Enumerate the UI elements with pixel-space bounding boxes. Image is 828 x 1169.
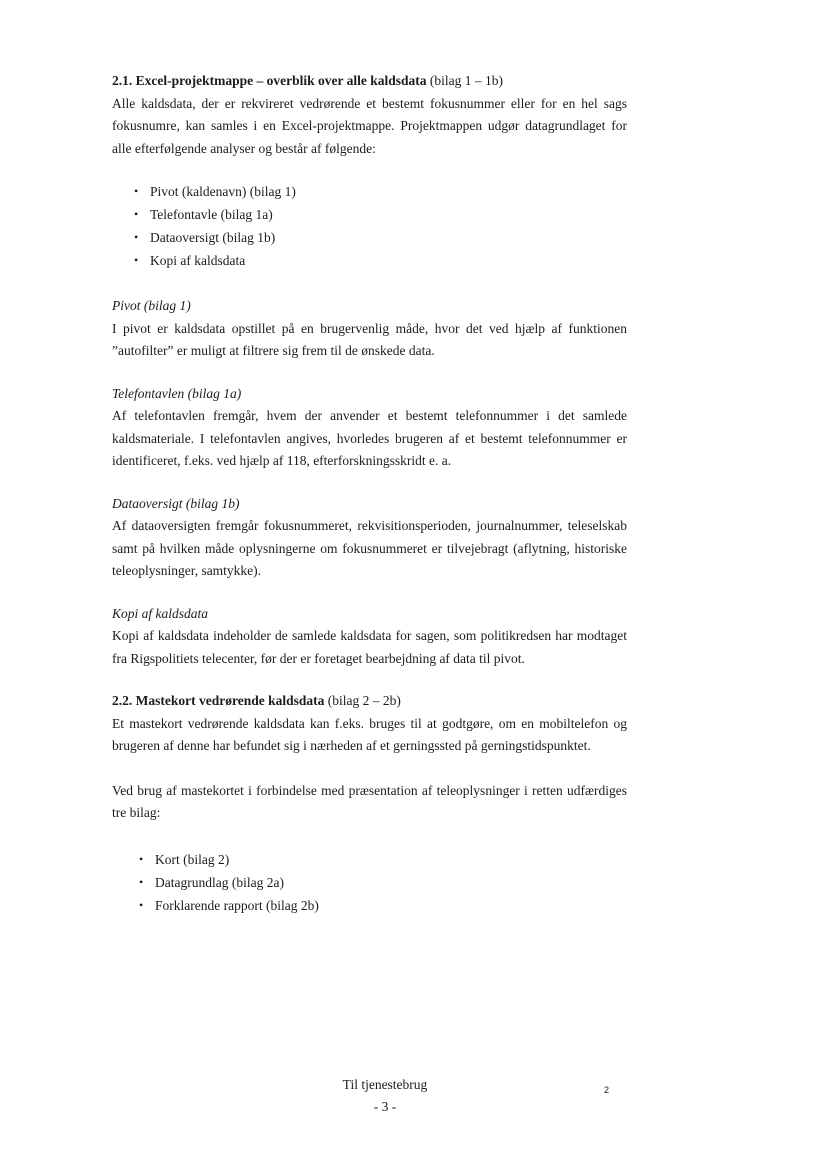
- subsection-dataoversigt: [112, 493, 627, 583]
- section-paragraph: Ved brug af mastekortet i forbindelse med præsentation af teleoplysninger i retten udfærdiges tre bilag:: [112, 782, 627, 820]
- section-2-1: [112, 70, 627, 670]
- list-item: • Kort (bilag 2): [155, 848, 627, 871]
- subsection-title: Dataoversigt (bilag 1b): [112, 495, 240, 511]
- section-heading: [112, 690, 627, 713]
- section-intro: Et mastekort vedrørende kaldsdata kan f.eks. bruges til at godtgøre, om en mobiltelefon og brugeren af denne har befundet sig i nærheden af et gerningssted på gerningstidspunktet.: [112, 715, 627, 753]
- subsection-text: Af telefontavlen fremgår, hvem der anvender et bestemt telefonnummer i det samlede kaldsmateriale. I telefontavlen angives, hvorledes brugeren af et bestemt telefonnummer er identificeret, f.eks. ved hjælp af 118, efterforskningsskridt e. a.: [112, 408, 627, 468]
- list-item: • Pivot (kaldenavn) (bilag 1): [150, 180, 627, 203]
- section-ref: (bilag 1 – 1b): [429, 73, 503, 88]
- footer-stamp: Til tjenestebrug: [342, 1077, 428, 1092]
- section-intro: Alle kaldsdata, der er rekvireret vedrørende et bestemt fokusnummer eller for en hel sags fokusnumre, kan samles i en Excel-projektmappe. Projektmappen udgør datagrundlaget for alle efterfølgende analyser og består af følgende:: [112, 95, 627, 156]
- subsection-title: Pivot (bilag 1): [112, 298, 191, 313]
- section-title: Mastekort vedrørende kaldsdata: [135, 693, 325, 708]
- corner-mark: 2: [604, 1085, 610, 1095]
- list-item: • Kopi af kaldsdata: [150, 249, 627, 272]
- section-heading: [112, 70, 627, 93]
- subsection-title: Telefontavlen (bilag 1a): [112, 385, 242, 401]
- section-title: Excel-projektmappe – overblik over alle kaldsdata: [135, 73, 427, 88]
- subsection-pivot: [112, 295, 627, 363]
- list-item: • Telefontavle (bilag 1a): [150, 203, 627, 226]
- list-item: • Datagrundlag (bilag 2a): [155, 871, 627, 894]
- document-page: [112, 70, 627, 917]
- subsection-telefontavle: [112, 383, 627, 473]
- list-item: • Forklarende rapport (bilag 2b): [155, 894, 627, 917]
- section-number: 2.2.: [112, 693, 133, 708]
- subsection-text: Kopi af kaldsdata indeholder de samlede kaldsdata for sagen, som politikredsen har modtaget fra Rigspolitiets telecenter, før der er foretaget bearbejdning af data til pivot.: [112, 628, 627, 666]
- bullet-list: [112, 848, 627, 917]
- subsection-text: Af dataoversigten fremgår fokusnummeret, rekvisitionsperioden, journalnummer, teleselskab samt på hvilken måde oplysningerne om fokusnummeret er tilvejebragt (aflytning, historiske teleoplysninger, samtykke).: [112, 518, 627, 578]
- section-ref: (bilag 2 – 2b): [327, 693, 401, 708]
- subsection-kopi: [112, 603, 627, 671]
- subsection-title: Kopi af kaldsdata: [112, 605, 209, 621]
- section-number: 2.1.: [112, 73, 133, 88]
- page-number: - 3 -: [373, 1099, 397, 1114]
- list-item: • Dataoversigt (bilag 1b): [150, 226, 627, 249]
- subsection-text: I pivot er kaldsdata opstillet på en brugervenlig måde, hvor det ved hjælp af funktionen ”autofilter” er muligt at filtrere sig frem til de ønskede data.: [112, 320, 627, 358]
- bullet-list: [112, 180, 627, 272]
- section-2-2: [112, 690, 627, 917]
